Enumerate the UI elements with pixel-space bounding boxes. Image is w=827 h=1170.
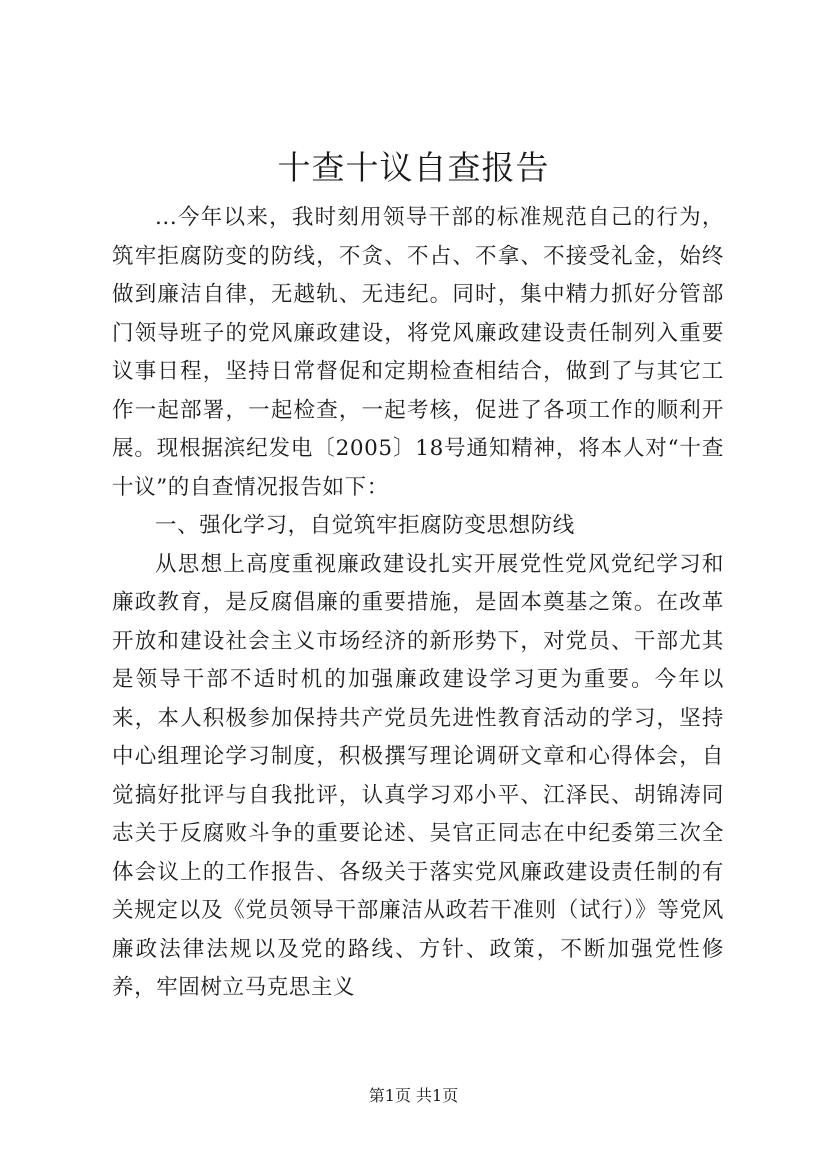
section-heading-1: 一、强化学习，自觉筑牢拒腐防变思想防线 (155, 513, 575, 538)
document-body (112, 199, 724, 1008)
document-title: 十查十议自查报告 (277, 148, 550, 187)
paragraph-intro: ...今年以来，我时刻用领导干部的标准规范自己的行为，筑牢拒腐防变的防线，不贪、不占、不拿、不接受礼金，始终做到廉洁自律，无越轨、无违纪。同时，集中精力抓好分管部门领导班子的党风廉政建设，将党风廉政建设责任制列入重要议事日程，坚持日常督促和定期检查相结合，做到了与其它工作一起部署，一起检查，一起考核，促进了各项工作的顺利开展。现根据滨纪发电〔2005〕18号通知精神，将本人对“十查十议”的自查情况报告如下： (112, 205, 724, 500)
page-footer: 第1页 共1页 (368, 1086, 459, 1105)
paragraph-section-1: 从思想上高度重视廉政建设扎实开展党性党风党纪学习和廉政教育，是反腐倡廉的重要措施，是固本奠基之策。在改革开放和建设社会主义市场经济的新形势下，对党员、干部尤其是领导干部不适时机的加强廉政建设学习更为重要。今年以来，本人积极参加保持共产党员先进性教育活动的学习，坚持中心组理论学习制度，积极撰写理论调研文章和心得体会，自觉搞好批评与自我批评，认真学习邓小平、江泽民、胡锦涛同志关于反腐败斗争的重要论述、吴官正同志在中纪委第三次全体会议上的工作报告、各级关于落实党风廉政建设责任制的有关规定以及《党员领导干部廉洁从政若干准则（试行）》等党风廉政法律法规以及党的路线、方针、政策，不断加强党性修养，牢固树立马克思主义 (112, 551, 724, 1000)
